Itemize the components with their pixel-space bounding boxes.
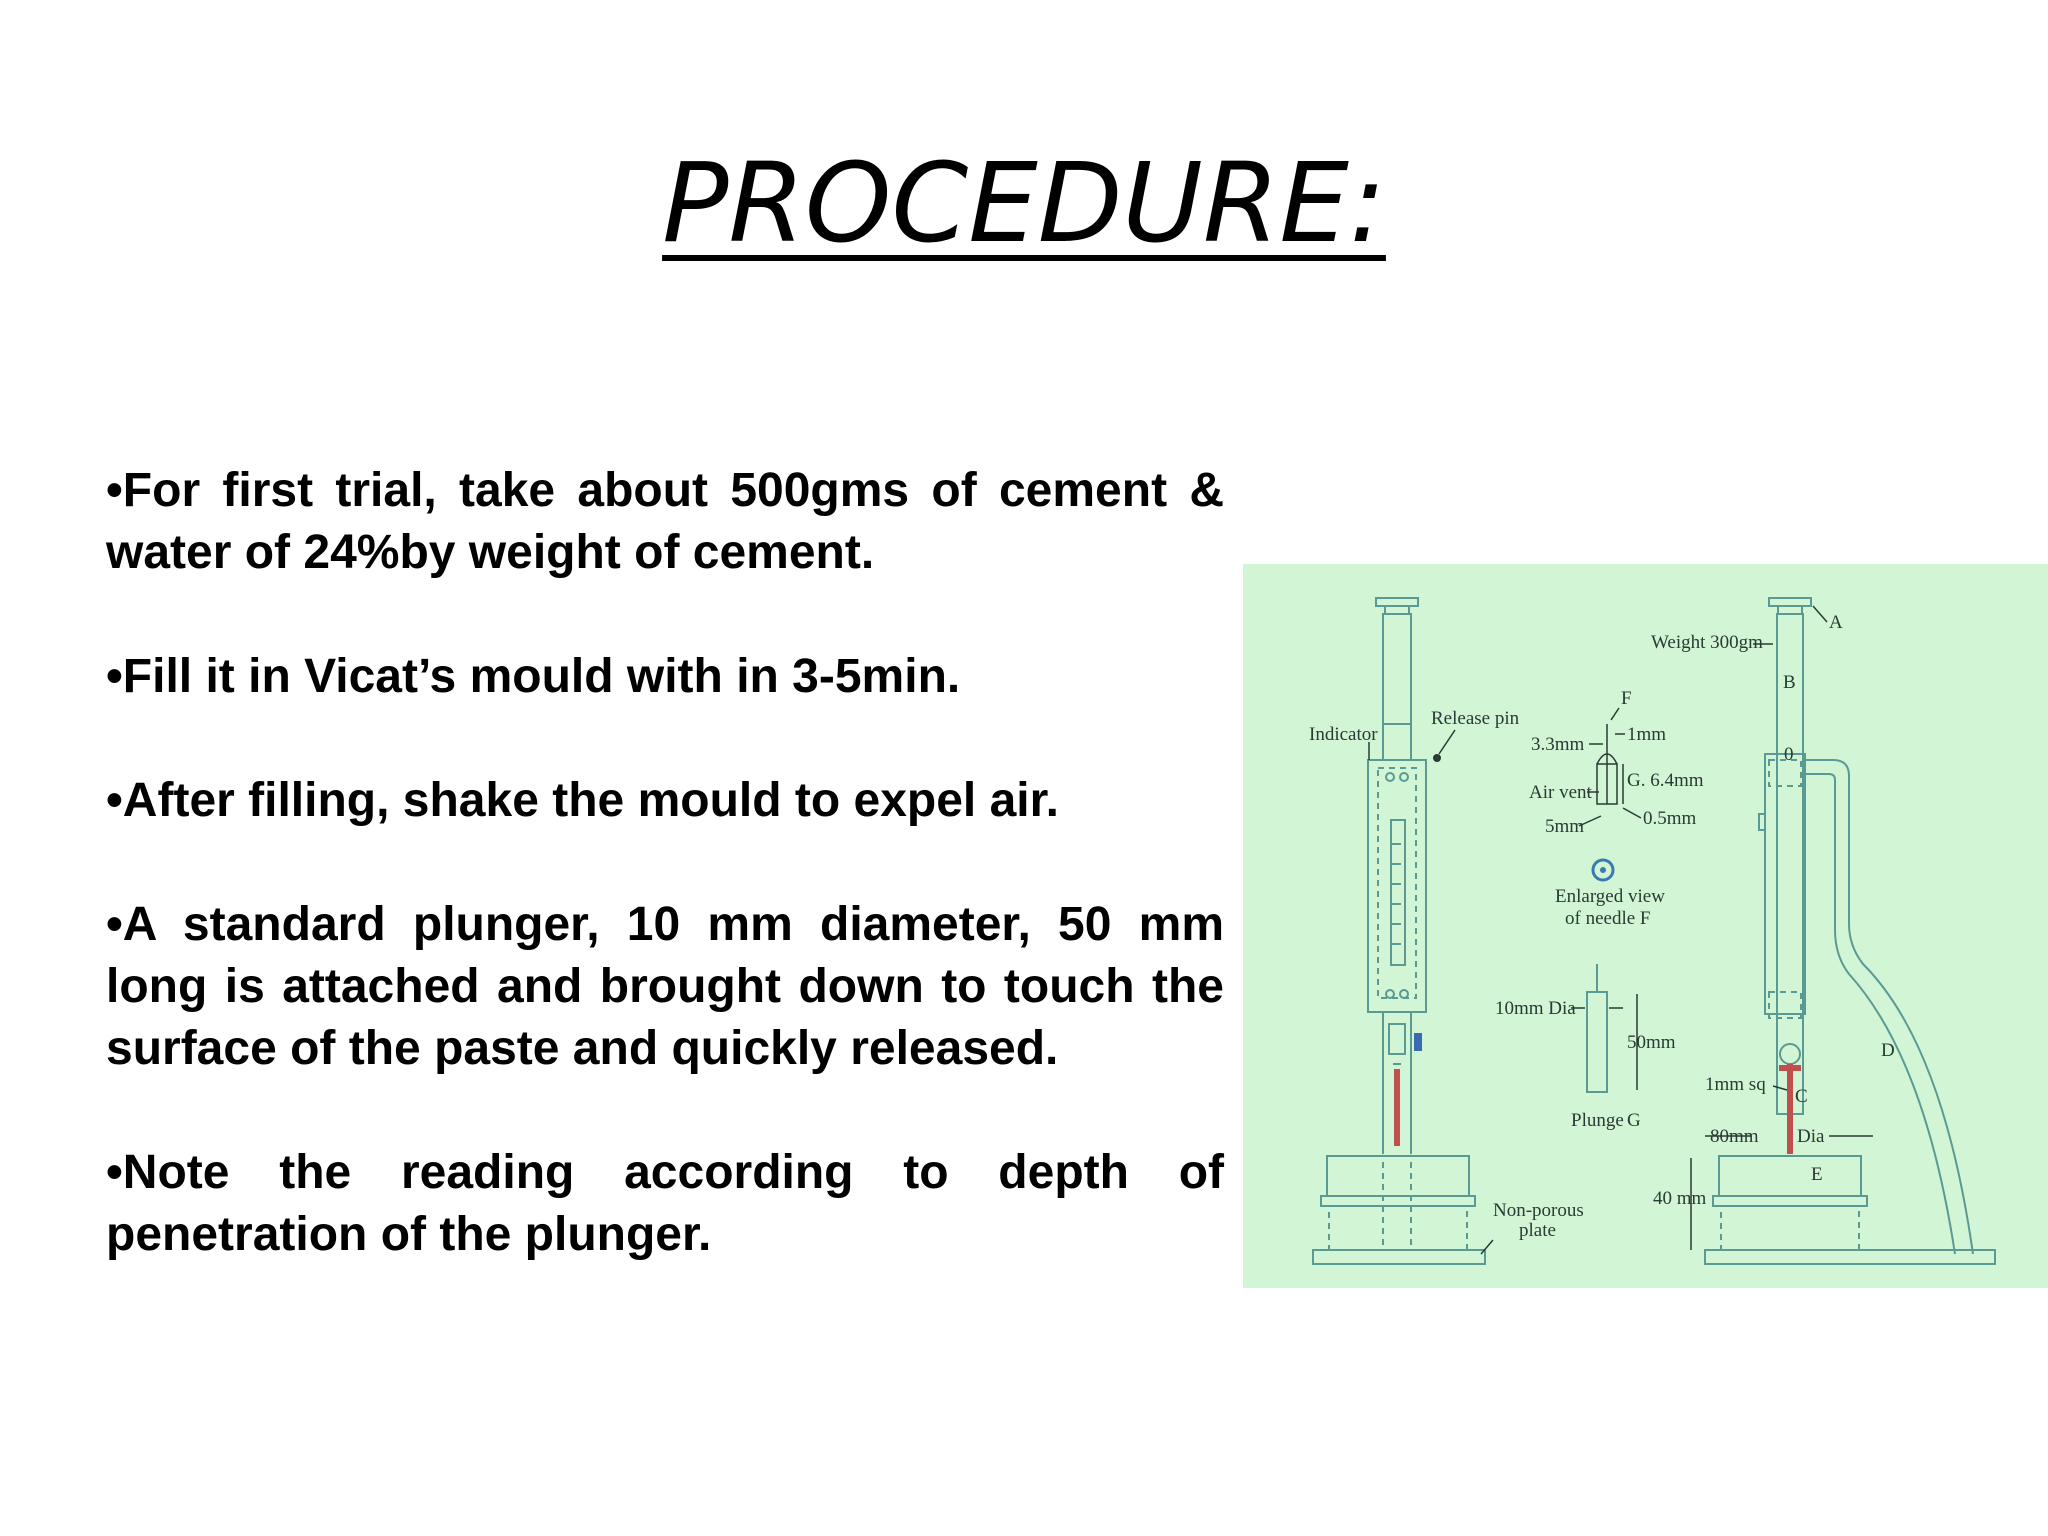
label-weight: Weight 300gm — [1651, 632, 1763, 653]
svg-text:F: F — [1621, 688, 1632, 709]
slide-title: PROCEDURE: — [662, 139, 1386, 267]
svg-text:E: E — [1811, 1164, 1823, 1185]
svg-text:G. 6.4mm: G. 6.4mm — [1627, 770, 1704, 791]
bullet-item: •Note the reading according to depth of penetration of the plunger. — [106, 1146, 1224, 1261]
svg-text:40 mm: 40 mm — [1653, 1188, 1707, 1209]
svg-text:1mm sq: 1mm sq — [1705, 1074, 1766, 1095]
svg-text:D: D — [1881, 1040, 1895, 1061]
label-indicator: Indicator — [1309, 724, 1378, 745]
svg-text:50mm: 50mm — [1627, 1032, 1676, 1053]
svg-text:plate: plate — [1519, 1220, 1556, 1241]
svg-text:Enlarged view: Enlarged view — [1555, 886, 1665, 907]
bullet-item: •For first trial, take about 500gms of cement & water of 24%by weight of cement. — [106, 464, 1224, 579]
bullet-item: •After filling, shake the mould to expel air. — [106, 774, 1059, 827]
plunger-detail — [1495, 964, 1676, 1131]
vicat-apparatus-diagram — [1243, 564, 2048, 1288]
svg-text:A: A — [1829, 612, 1843, 633]
svg-text:80mm: 80mm — [1710, 1126, 1759, 1147]
left-apparatus — [1313, 598, 1485, 1264]
needle-detail — [1529, 688, 1704, 929]
svg-text:5mm: 5mm — [1545, 816, 1585, 837]
bullet-item: •A standard plunger, 10 mm diameter, 50 mm long is attached and brought down to touch the surface of the paste and quickly released. — [106, 898, 1224, 1075]
svg-text:Dia: Dia — [1797, 1126, 1825, 1147]
svg-text:G: G — [1627, 1110, 1641, 1131]
svg-text:1mm: 1mm — [1627, 724, 1667, 745]
svg-text:Plunge: Plunge — [1571, 1110, 1624, 1131]
right-apparatus — [1705, 598, 1995, 1264]
label-release-pin: Release pin — [1431, 708, 1520, 729]
svg-text:B: B — [1783, 672, 1796, 693]
svg-text:of needle F: of needle F — [1565, 908, 1651, 929]
vicat-apparatus-drawing — [1243, 564, 2048, 1288]
svg-text:10mm Dia: 10mm Dia — [1495, 998, 1576, 1019]
svg-text:C: C — [1795, 1086, 1808, 1107]
svg-text:0.5mm: 0.5mm — [1643, 808, 1697, 829]
svg-text:0: 0 — [1784, 744, 1794, 765]
svg-text:Non-porous: Non-porous — [1493, 1200, 1584, 1221]
svg-text:3.3mm: 3.3mm — [1531, 734, 1585, 755]
svg-text:Air vent: Air vent — [1529, 782, 1592, 803]
bullet-item: •Fill it in Vicat’s mould with in 3-5min. — [106, 650, 961, 703]
bullet-list — [106, 460, 1224, 1328]
